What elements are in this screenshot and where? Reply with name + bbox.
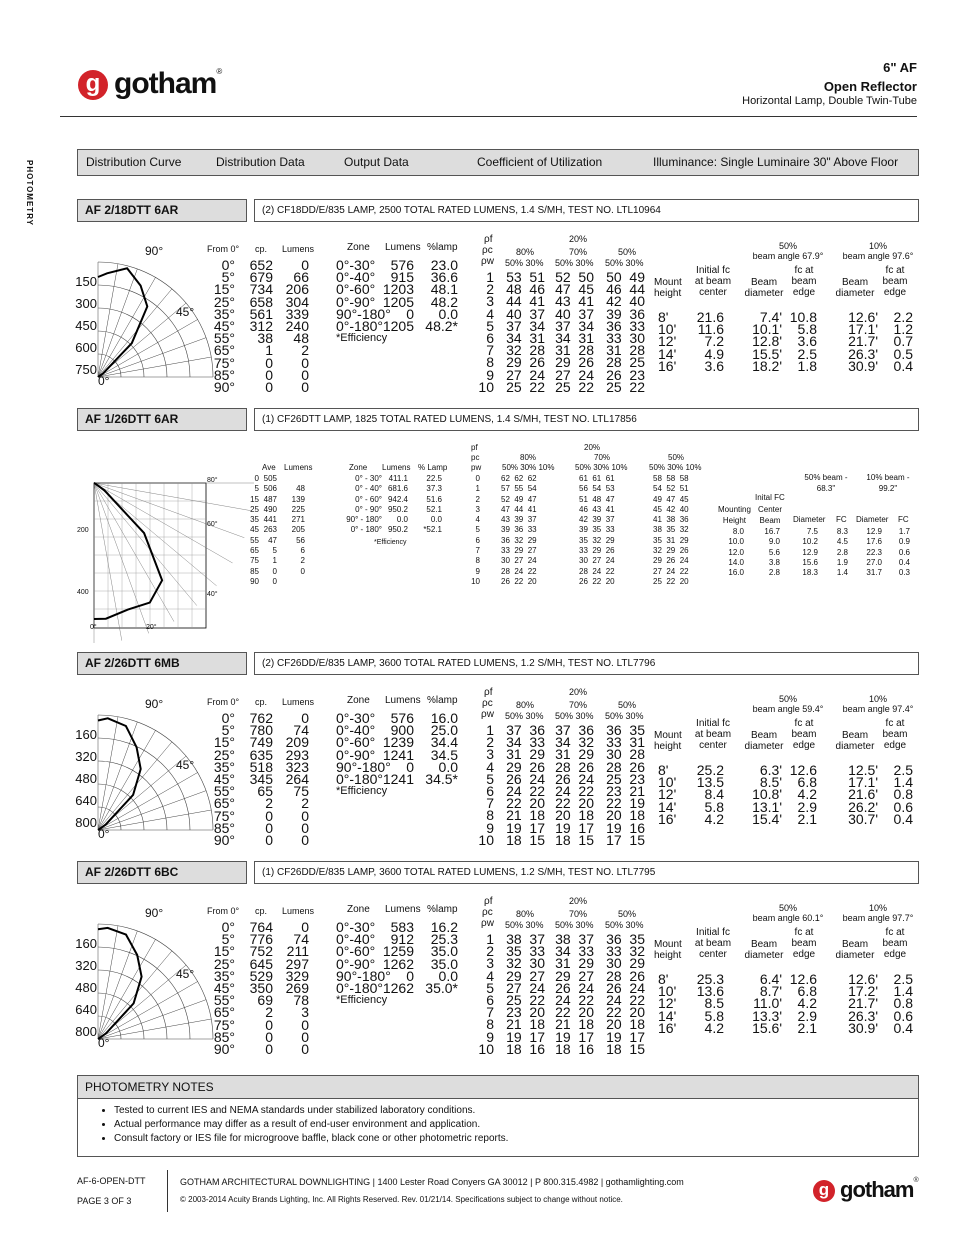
radius-label: 800: [75, 1024, 97, 1039]
footer-divider: [167, 1170, 168, 1212]
cu-pw: pw: [471, 463, 482, 472]
grid-label-80: 80°: [207, 477, 218, 484]
polar-curve: [95, 911, 205, 1051]
tab-coefficient-of-utilization: Coefficient of Utilization: [477, 155, 603, 169]
ill-mount: 8.0 10.0 12.0 14.0 16.0: [728, 527, 744, 578]
cu-80: 38 37 35 33 32 30 29 27 27 24 25 22 23 20 21 18 19 17 18 16: [506, 931, 545, 1057]
ill-head-fc10: FC: [898, 515, 909, 524]
cu-rcr: 1 2 3 4 5 6 7 8 9 10: [478, 931, 494, 1057]
cu-pc: ρc: [482, 907, 493, 918]
angle-label-0: 0°: [98, 1036, 110, 1050]
cu-w80: 50% 30%: [505, 920, 544, 930]
ill-head-fc50: fc at beam edge: [791, 718, 817, 751]
gotham-logo-mark: g: [78, 70, 108, 100]
gotham-logo-text: gotham®: [114, 67, 222, 100]
efficiency-note: *Efficiency: [336, 994, 388, 1006]
ill-bd10: 12.9 17.6 22.3 27.0 31.7: [866, 527, 882, 578]
tab-illuminance: Illuminance: Single Luminaire 30" Above Floor: [653, 155, 899, 169]
radius-label: 600: [75, 340, 97, 355]
ill-b10-angle: beam angle 97.4°: [842, 704, 914, 714]
ill-head-bd50: Beam diameter: [744, 730, 784, 752]
ill-fc50: 8.3 4.5 2.8 1.9 1.4: [836, 527, 848, 578]
radius-label: 480: [75, 980, 97, 995]
cu-pc70: 70%: [569, 247, 588, 257]
ill-head-fc50: fc at beam edge: [791, 265, 817, 298]
side-label: PHOTOMETRY: [25, 160, 34, 227]
efficiency-note: *Efficiency: [336, 332, 388, 344]
polar-spoke: [94, 483, 197, 606]
output-head-zone: Zone: [347, 242, 370, 253]
dist-angles: 0° 5° 15° 25° 35° 45° 55° 65° 75° 85° 90°: [213, 919, 235, 1058]
output-pct: 16.0 25.0 34.4 34.5 0.0 34.5*: [425, 710, 458, 788]
candela-curve: [98, 268, 147, 377]
dist-lumens: 48 139 225 271 205 56 6 2 0: [291, 484, 305, 576]
output-lumens: 576 900 1239 1241 0 1241: [382, 710, 414, 788]
output-head-pct: % Lamp: [418, 463, 448, 472]
dist-head-angle: From 0°: [207, 906, 240, 916]
angle-label-0: 0°: [98, 374, 110, 388]
output-zones: 0° - 30° 0° - 40° 0° - 60° 0° - 90° 90° - 180° 0° - 180°: [346, 474, 382, 535]
dist-head-angle: From 0°: [207, 244, 240, 254]
cu-pc80: 80%: [516, 247, 535, 257]
ill-mount: 8' 10' 12' 14' 16': [658, 971, 677, 1036]
section-title: AF 2/26DTT 6MB: [77, 652, 247, 675]
grid-label-0: 0°: [90, 624, 97, 631]
dist-angles: 0° 5° 15° 25° 35° 45° 55° 65° 75° 85° 90°: [213, 710, 235, 849]
ill-head-center: Center Beam: [758, 505, 783, 525]
dist-head-lumens: Lumens: [282, 697, 315, 707]
ill-bd50: 7.5 10.2 12.9 15.6 18.3: [802, 527, 818, 578]
radius-label: 320: [75, 958, 97, 973]
output-head-pct: %lamp: [427, 242, 458, 253]
ill-b50: 50%: [778, 694, 797, 704]
polar-curve: [95, 249, 205, 389]
tab-output-data: Output Data: [344, 155, 409, 169]
cu-70: 38 37 34 33 31 29 29 27 26 24 24 22 22 20 21 18 19 17 18 16: [555, 931, 594, 1057]
lamp-description: (2) CF26DD/E/835 LAMP, 3600 TOTAL RATED LUMENS, 1.2 S/MH, TEST NO. LTL7796: [254, 652, 919, 675]
cu-pw: ρw: [481, 256, 494, 267]
candela-curve: [98, 718, 141, 830]
polar-spoke: [94, 483, 252, 511]
output-head-lumens: Lumens: [385, 904, 421, 915]
dist-candela: 652 679 734 658 561 312 38 1 0 0 0: [249, 257, 273, 396]
footer-logo-mark: g: [813, 1180, 835, 1202]
ill-head-fc50: FC: [836, 515, 847, 524]
header-rule: [60, 116, 917, 117]
section-title: AF 1/26DTT 6AR: [77, 408, 247, 431]
ill-b50-angle: beam angle 59.4°: [752, 704, 824, 714]
efficiency-note: *Efficiency: [374, 539, 407, 546]
ill-fc10: 1.7 0.9 0.6 0.4 0.3: [898, 527, 910, 578]
ill-head-bd50: Beam diameter: [744, 277, 784, 299]
cu-50: 50 49 46 44 42 40 39 36 36 33 33 30 31 28 28 25 26 23 25 22: [606, 269, 645, 395]
output-zones: 0°-30° 0°-40° 0°-60° 0°-90° 90°-180° 0°-180°: [336, 710, 391, 788]
ill-initial: 25.3 13.6 8.5 5.8 4.2: [696, 971, 724, 1036]
ill-bd50: 6.4' 8.7' 11.0' 13.3' 15.6': [752, 971, 782, 1036]
ill-head-initial: Inital FC: [755, 493, 785, 502]
ill-head-bd10: Beam diameter: [835, 277, 875, 299]
cu-pc: pc: [471, 453, 480, 462]
efficiency-note: *Efficiency: [336, 785, 388, 797]
angle-label-90: 90°: [145, 906, 164, 920]
cu-pc: ρc: [482, 698, 493, 709]
footer-address: GOTHAM ARCHITECTURAL DOWNLIGHTING | 1400 Lester Road Conyers GA 30012 | P 800.315.4982 | gothamlighting.com: [180, 1177, 684, 1187]
ill-b10: 10%: [868, 241, 887, 251]
radius-label: 640: [75, 1002, 97, 1017]
ill-bd50: 7.4' 10.1' 12.8' 15.5' 18.2': [752, 309, 782, 374]
dist-head-lumens: Lumens: [282, 244, 315, 254]
ill-b50: 50%: [778, 241, 797, 251]
ill-head-fc10: fc at beam edge: [882, 927, 908, 960]
cu-70: 61 61 61 56 54 53 51 48 47 46 43 41 42 39 37 39 35 33 35 32 29 33 29 26 30 27 24 28 24 22 26 22 20: [579, 474, 615, 586]
ill-b50: 50%: [778, 903, 797, 913]
footer-logo-text: gotham®: [840, 1177, 918, 1202]
ill-fc10: 2.5 1.4 0.8 0.6 0.4: [893, 971, 913, 1036]
radius-label: 450: [75, 318, 97, 333]
cu-50: 36 35 33 31 30 28 28 26 25 23 23 21 22 19 20 18 19 16 17 15: [606, 722, 645, 848]
ill-b50-angle: beam angle 60.1°: [752, 913, 824, 923]
ill-head-fc10: fc at beam edge: [882, 265, 908, 298]
grid-label-40: 40°: [207, 591, 218, 598]
column-tabs: [77, 149, 919, 176]
ill-b50: 50% beam - 68.3": [804, 473, 848, 493]
notes-list: [78, 1105, 918, 1144]
cu-pc80: 80%: [520, 453, 537, 462]
output-lumens: 576 915 1203 1205 0 1205: [382, 257, 414, 335]
ill-fc10: 2.2 1.2 0.7 0.5 0.4: [893, 309, 913, 374]
dist-lumens: 0 66 206 304 339 240 48 2 0 0 0: [285, 257, 309, 396]
angle-label-0: 0°: [98, 827, 110, 841]
section-title: AF 2/18DTT 6AR: [77, 199, 247, 222]
cu-80: 53 51 48 46 44 41 40 37 37 34 34 31 32 28 29 26 27 24 25 22: [506, 269, 545, 395]
radius-label: 480: [75, 771, 97, 786]
cu-rcr: 1 2 3 4 5 6 7 8 9 10: [478, 269, 494, 395]
note-item: • Consult factory or IES file for microgroove baffle, black cone or other photometric reports.: [114, 1133, 918, 1144]
candela-curve: [98, 928, 142, 1039]
candela-curve: [94, 483, 162, 619]
radius-label: 750: [75, 362, 97, 377]
candela-grid: [94, 483, 206, 628]
dist-candela: 505 506 487 490 441 263 47 5 1 0 0: [263, 474, 277, 586]
dist-head-cp: cp.: [255, 697, 268, 707]
grid-label-200: 200: [77, 527, 89, 534]
ill-head-fc50: fc at beam edge: [791, 927, 817, 960]
lamp-description: (2) CF18DD/E/835 LAMP, 2500 TOTAL RATED LUMENS, 1.4 S/MH, TEST NO. LTL10964: [254, 199, 919, 222]
angle-label-45: 45°: [176, 758, 195, 772]
grid-label-60: 60°: [207, 521, 218, 528]
ill-fc10: 2.5 1.4 0.8 0.6 0.4: [893, 762, 913, 827]
cu-w50: 50% 30%: [605, 711, 644, 721]
ill-mount: 8' 10' 12' 14' 16': [658, 309, 677, 374]
ill-head-d50: Diameter: [793, 515, 826, 524]
cu-pf: ρf: [484, 896, 493, 907]
cu-pc50: 50%: [618, 247, 637, 257]
cu-70: 52 50 47 45 43 41 40 37 37 34 34 31 31 28 29 26 27 24 25 22: [555, 269, 594, 395]
ill-head-mount: Mount height: [654, 277, 682, 299]
angle-label-90: 90°: [145, 244, 164, 258]
ill-head-bd10: Beam diameter: [835, 730, 875, 752]
cu-pc70: 70%: [569, 700, 588, 710]
cu-pc50: 50%: [668, 453, 685, 462]
ill-head-mount: Mount height: [654, 939, 682, 961]
dist-candela: 762 780 749 635 518 345 65 2 0 0 0: [249, 710, 273, 849]
output-head-pct: %lamp: [427, 904, 458, 915]
ill-b50-angle: beam angle 67.9°: [752, 251, 824, 261]
note-item: • Actual performance may differ as a result of end-user environment and application.: [114, 1119, 918, 1130]
notes-title: PHOTOMETRY NOTES: [78, 1076, 918, 1099]
ill-head-fc10: fc at beam edge: [882, 718, 908, 751]
grid-label-400: 400: [77, 589, 89, 596]
dist-head-ave: Ave: [262, 463, 276, 472]
ill-head-initial: Initial fc at beam center: [694, 927, 732, 960]
dist-angles: 0° 5° 15° 25° 35° 45° 55° 65° 75° 85° 90°: [213, 257, 235, 396]
output-lumens: 411.1 681.6 942.4 950.2 0.0 950.2: [387, 474, 408, 535]
cu-pc80: 80%: [516, 700, 535, 710]
cu-w70: 50% 30% 10%: [575, 463, 628, 472]
product-subtitle: Open Reflector: [823, 79, 917, 94]
cu-w80: 50% 30%: [505, 711, 544, 721]
cu-w50: 50% 30%: [605, 258, 644, 268]
cu-w70: 50% 30%: [555, 711, 594, 721]
lamp-description: (1) CF26DD/E/835 LAMP, 3600 TOTAL RATED LUMENS, 1.2 S/MH, TEST NO. LTL7795: [254, 861, 919, 884]
output-pct: 16.2 25.3 35.0 35.0 0.0 35.0*: [425, 919, 458, 997]
ill-b10: 10% beam - 99.2": [866, 473, 910, 493]
output-head-lumens: Lumens: [385, 242, 421, 253]
note-item: • Tested to current IES and NEMA standards under stabilized laboratory conditions.: [114, 1105, 918, 1116]
output-head-lumens: Lumens: [382, 463, 411, 472]
ill-b10: 10%: [868, 694, 887, 704]
dist-candela: 764 776 752 645 529 350 69 2 0 0 0: [249, 919, 273, 1058]
ill-head-initial: Initial fc at beam center: [694, 265, 732, 298]
radius-label: 320: [75, 749, 97, 764]
ill-head-d10: Diameter: [856, 515, 889, 524]
cu-50: 36 35 33 32 30 29 28 26 26 24 24 22 22 20 20 18 19 17 18 15: [606, 931, 645, 1057]
dist-head-cp: cp.: [255, 906, 268, 916]
radius-label: 160: [75, 727, 97, 742]
ill-initial: 21.6 11.6 7.2 4.9 3.6: [696, 309, 724, 374]
radius-label: 160: [75, 936, 97, 951]
cu-pf: pf: [471, 443, 478, 452]
cu-pc80: 80%: [516, 909, 535, 919]
tab-distribution-data: Distribution Data: [216, 155, 305, 169]
output-head-lumens: Lumens: [385, 695, 421, 706]
ill-bd50: 6.3' 8.5' 10.8' 13.1' 15.4': [752, 762, 782, 827]
ill-bd10: 12.5' 17.1' 21.6' 26.2' 30.7': [848, 762, 878, 827]
ill-initial: 25.2 13.5 8.4 5.8 4.2: [696, 762, 724, 827]
cu-pw: ρw: [481, 709, 494, 720]
dist-head-cp: cp.: [255, 244, 268, 254]
cu-rcr: 0 1 2 3 4 5 6 7 8 9 10: [471, 474, 480, 586]
cu-pc: ρc: [482, 245, 493, 256]
polar-spoke: [94, 483, 244, 538]
dist-lumens: 0 74 211 297 329 269 78 3 0 0 0: [285, 919, 309, 1058]
lamp-description: (1) CF26DTT LAMP, 1825 TOTAL RATED LUMENS, 1.4 S/MH, TEST NO. LTL17856: [254, 408, 919, 431]
cu-w70: 50% 30%: [555, 258, 594, 268]
ill-fc50: 12.6 6.8 4.2 2.9 2.1: [789, 762, 817, 827]
output-zones: 0°-30° 0°-40° 0°-60° 0°-90° 90°-180° 0°-180°: [336, 257, 391, 335]
radius-label: 150: [75, 274, 97, 289]
ill-fc50: 12.6 6.8 4.2 2.9 2.1: [789, 971, 817, 1036]
footer-copyright: © 2003-2014 Acuity Brands Lighting, Inc. All Rights Reserved. Rev. 01/21/14. Specifications subject to change without notice.: [180, 1195, 623, 1204]
cu-70: 37 36 34 32 31 29 28 26 26 24 24 22 22 20 20 18 19 17 18 15: [555, 722, 594, 848]
dist-angles: 0 5 15 25 35 45 55 65 75 85 90: [250, 474, 259, 586]
ill-head-bd10: Beam diameter: [835, 939, 875, 961]
output-head-pct: %lamp: [427, 695, 458, 706]
output-head-zone: Zone: [347, 904, 370, 915]
output-zones: 0°-30° 0°-40° 0°-60° 0°-90° 90°-180° 0°-180°: [336, 919, 391, 997]
angle-label-45: 45°: [176, 967, 195, 981]
cu-pf20: 20%: [569, 234, 588, 244]
section-title: AF 2/26DTT 6BC: [77, 861, 247, 884]
cu-50: 58 58 58 54 52 51 49 47 45 45 42 40 41 38 36 38 35 32 35 31 29 32 29 26 29 26 24 27 24 22 25 22 20: [653, 474, 689, 586]
cu-80: 37 36 34 33 31 29 29 26 26 24 24 22 22 20 21 18 19 17 18 15: [506, 722, 545, 848]
product-description: Horizontal Lamp, Double Twin-Tube: [742, 95, 917, 107]
dist-lumens: 0 74 209 293 323 264 75 2 0 0 0: [285, 710, 309, 849]
cu-pc50: 50%: [618, 909, 637, 919]
cu-pf20: 20%: [569, 896, 588, 906]
cu-w50: 50% 30% 10%: [649, 463, 702, 472]
output-head-zone: Zone: [347, 695, 370, 706]
cu-w50: 50% 30%: [605, 920, 644, 930]
polar-curve: [95, 702, 205, 842]
photometry-notes: [77, 1075, 919, 1157]
ill-head-bd50: Beam diameter: [744, 939, 784, 961]
dist-head-lumens: Lumens: [284, 463, 313, 472]
grid-label-20: 20°: [146, 624, 157, 631]
radius-label: 640: [75, 793, 97, 808]
cu-w70: 50% 30%: [555, 920, 594, 930]
ill-b10-angle: beam angle 97.7°: [842, 913, 914, 923]
output-head-zone: Zone: [349, 463, 368, 472]
ill-mount: 8' 10' 12' 14' 16': [658, 762, 677, 827]
polar-spoke: [94, 483, 149, 633]
polar-spoke: [94, 483, 174, 622]
cu-pc50: 50%: [618, 700, 637, 710]
ill-fc50: 10.8 5.8 3.6 2.5 1.8: [789, 309, 817, 374]
ill-b10-angle: beam angle 97.6°: [842, 251, 914, 261]
ill-head-mount: Mount height: [654, 730, 682, 752]
cu-pf: ρf: [484, 234, 493, 245]
ill-head-mount: Mounting Height: [718, 505, 751, 525]
radius-label: 800: [75, 815, 97, 830]
footer-code: AF-6-OPEN-DTT: [77, 1176, 146, 1186]
ill-b10: 10%: [868, 903, 887, 913]
tab-distribution-curve: Distribution Curve: [86, 155, 182, 169]
output-lumens: 583 912 1259 1262 0 1262: [382, 919, 414, 997]
ill-bd10: 12.6' 17.1' 21.7' 26.3' 30.9': [848, 309, 878, 374]
cu-pf20: 20%: [569, 687, 588, 697]
cu-pc70: 70%: [594, 453, 611, 462]
cu-pw: ρw: [481, 918, 494, 929]
cu-pf20: 20%: [584, 443, 601, 452]
angle-label-45: 45°: [176, 305, 195, 319]
output-pct: 23.0 36.6 48.1 48.2 0.0 48.2*: [425, 257, 458, 335]
dist-head-lumens: Lumens: [282, 906, 315, 916]
radius-label: 300: [75, 296, 97, 311]
cu-pc70: 70%: [569, 909, 588, 919]
footer-page: PAGE 3 OF 3: [77, 1196, 132, 1206]
cu-pf: ρf: [484, 687, 493, 698]
cu-80: 62 62 62 57 55 54 52 49 47 47 44 41 43 39 37 39 36 33 36 32 29 33 29 27 30 27 24 28 24 22 26 22 20: [501, 474, 537, 586]
ill-initial: 16.7 9.0 5.6 3.8 2.8: [764, 527, 780, 578]
angle-label-90: 90°: [145, 697, 164, 711]
cu-w80: 50% 30% 10%: [502, 463, 555, 472]
cu-w80: 50% 30%: [505, 258, 544, 268]
cu-rcr: 1 2 3 4 5 6 7 8 9 10: [478, 722, 494, 848]
product-title: 6" AF: [883, 60, 917, 75]
ill-head-initial: Initial fc at beam center: [694, 718, 732, 751]
ill-bd10: 12.6' 17.2' 21.7' 26.3' 30.9': [848, 971, 878, 1036]
dist-head-angle: From 0°: [207, 697, 240, 707]
output-pct: 22.5 37.3 51.6 52.1 0.0 *52.1: [423, 474, 442, 535]
